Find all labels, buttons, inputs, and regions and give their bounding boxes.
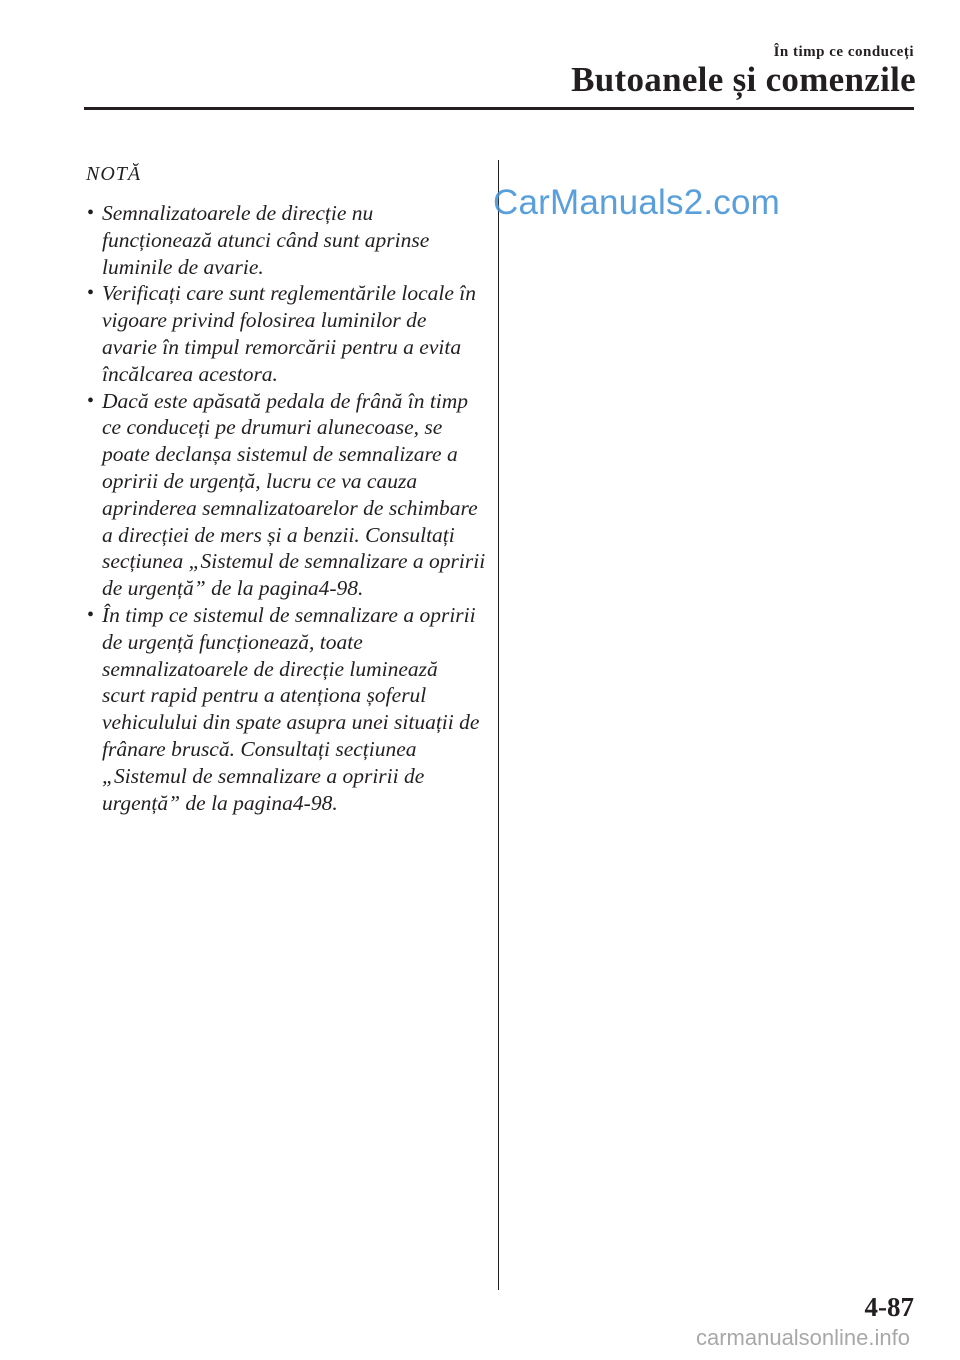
note-item-text: Verificați care sunt reglementările locale în vigoare privind folosirea luminilor de avarie în timpul remorcării pentru a evita încălcarea acestora.: [102, 281, 476, 386]
note-box: [86, 160, 486, 816]
header-divider: [84, 107, 914, 110]
note-item: [86, 200, 486, 280]
watermark-carmanualsonline-link[interactable]: carmanualsonline.info: [695, 1325, 910, 1350]
header-chapter-title: Butoanele și comenzile: [571, 60, 916, 99]
bullet-icon: •: [87, 282, 95, 305]
header-section-label: În timp ce conduceți: [773, 44, 914, 60]
bullet-icon: •: [87, 603, 95, 626]
watermark-carmanuals2: CarManuals2.com: [493, 183, 780, 222]
page-number: 4-87: [864, 1292, 914, 1322]
note-item: [86, 388, 486, 602]
note-heading: NOTĂ: [86, 163, 142, 185]
bullet-icon: •: [87, 202, 95, 224]
note-list: [86, 200, 486, 816]
note-item-text: În timp ce sistemul de semnalizare a opririi de urgență funcționează, toate semnalizatoarele de direcție luminează scurt rapid pentru a atenționa șoferul vehiculului din spate asupra unei situații de frânare bruscă. Consultați secțiunea „Sistemul de semnalizare a opririi de urgență” de la pagina4-98.: [102, 602, 480, 815]
column-divider: [498, 160, 499, 1290]
note-item-text: Dacă este apăsată pedala de frână în timp ce conduceți pe drumuri alunecoase, se poate declanșa sistemul de semnalizare a opririi de urgență, lucru ce va cauza aprinderea semnalizatoarelor de schimbare a direcției de mers și a benzii. Consultați secțiunea „Sistemul de semnalizare a opririi de urgență” de la pagina4-98.: [102, 388, 486, 601]
bullet-icon: •: [87, 389, 95, 412]
note-item-text: Semnalizatoarele de direcție nu funcționează atunci când sunt aprinse luminile de avarie.: [102, 201, 430, 279]
note-item: [86, 280, 486, 387]
note-item: [86, 602, 486, 816]
